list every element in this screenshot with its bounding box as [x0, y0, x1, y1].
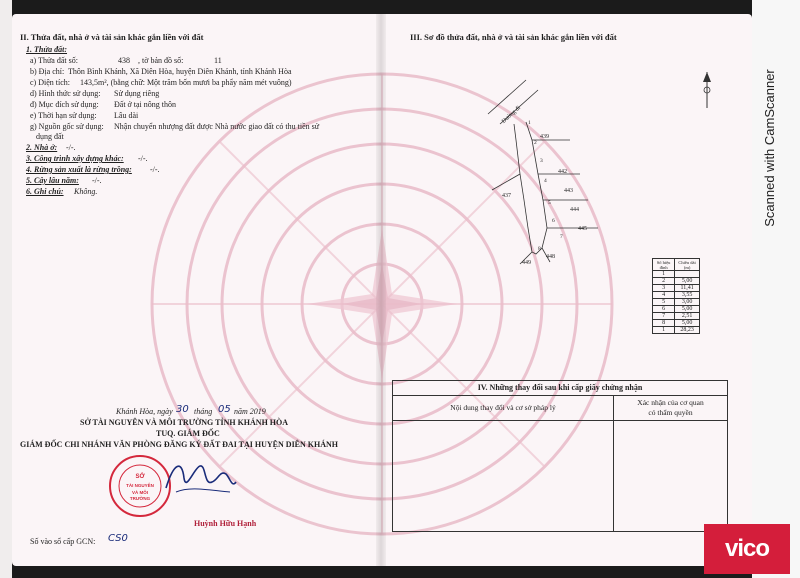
- term-value: Lâu dài: [114, 111, 139, 120]
- authority-line-1: SỞ TÀI NGUYÊN VÀ MÔI TRƯỜNG TỈNH KHÁNH HÒA: [80, 418, 289, 427]
- table-cell: 3: [653, 285, 675, 292]
- table-cell: 5,00: [675, 278, 700, 285]
- table-header-vertex: Số hiệu đỉnh: [653, 259, 675, 271]
- table-cell: 2: [653, 278, 675, 285]
- table-header-length: Chiều dài (m): [675, 259, 700, 271]
- authority-line-2: TUQ. GIÁM ĐỐC: [156, 429, 220, 438]
- gcn-value: CS0: [108, 533, 128, 544]
- changes-table: [392, 380, 728, 532]
- svg-text:SỞ: SỞ: [135, 474, 145, 480]
- term-label: e) Thời hạn sử dụng:: [30, 111, 97, 120]
- svg-text:TÀI NGUYÊN: TÀI NGUYÊN: [126, 483, 154, 488]
- address-value: Thôn Bình Khánh, Xã Diên Hòa, huyện Diên Khánh, tỉnh Khánh Hòa: [68, 67, 292, 76]
- changes-header-row: [393, 396, 727, 421]
- scan-left-margin: [0, 0, 12, 578]
- table-cell: 4: [653, 292, 675, 299]
- purpose-label: đ) Mục đích sử dụng:: [30, 100, 99, 109]
- purpose-value: Đất ở tại nông thôn: [114, 100, 176, 109]
- left-section-title: II. Thửa đất, nhà ở và tài sản khác gắn liền với đất: [20, 32, 204, 42]
- table-cell: 2,51: [675, 313, 700, 320]
- parcel-445: 445: [578, 226, 587, 232]
- address-label: b) Địa chỉ:: [30, 67, 65, 76]
- parcel-444: 444: [570, 207, 579, 213]
- note-value: Không.: [74, 187, 98, 196]
- origin-label: g) Nguồn gốc sử dụng:: [30, 122, 104, 131]
- perennial-label: 5. Cây lâu năm:: [26, 176, 79, 185]
- signature: [160, 452, 240, 502]
- parcel-label: a) Thửa đất số:: [30, 56, 78, 65]
- parcel-448: 448: [546, 254, 555, 260]
- changes-col-confirmation-line1: Xác nhận của cơ quan: [637, 398, 704, 407]
- house-value: -/-.: [66, 143, 76, 152]
- origin-value-line2: dụng đất: [36, 132, 64, 141]
- parcel-443: 443: [564, 188, 573, 194]
- corner-5: 5: [548, 200, 551, 206]
- corner-8: 8: [538, 246, 541, 252]
- changes-column-divider: [613, 419, 614, 531]
- map-label: , tờ bản đồ số:: [138, 56, 184, 65]
- page-fold: [376, 14, 386, 566]
- parcel-442: 442: [558, 169, 567, 175]
- table-cell: 5,00: [675, 320, 700, 327]
- forest-label: 4. Rừng sản xuất là rừng trồng:: [26, 165, 132, 174]
- table-cell: 7: [653, 313, 675, 320]
- north-arrow-icon: [700, 70, 714, 110]
- parcel-diagram: [480, 78, 610, 270]
- table-cell: 8: [653, 320, 675, 327]
- area-value: 143,5m², (bằng chữ: Một trăm bốn mươi ba phẩy năm mét vuông): [80, 78, 292, 87]
- usage-form-label: d) Hình thức sử dụng:: [30, 89, 101, 98]
- date-day: 30: [176, 404, 189, 415]
- length-table: [652, 258, 700, 334]
- usage-form-value: Sử dụng riêng: [114, 89, 160, 98]
- corner-3: 3: [540, 158, 543, 164]
- svg-text:VÀ MÔI: VÀ MÔI: [131, 490, 149, 495]
- authority-line-3: GIÁM ĐỐC CHI NHÁNH VĂN PHÒNG ĐĂNG KÝ ĐẤT ĐAI TẠI HUYỆN DIÊN KHÁNH: [20, 440, 339, 449]
- forest-value: -/-.: [150, 165, 160, 174]
- perennial-value: -/-.: [92, 176, 102, 185]
- date-year: năm 2019: [234, 407, 266, 416]
- construction-value: -/-.: [138, 154, 148, 163]
- table-cell: 1: [653, 327, 675, 334]
- signer-name: Huỳnh Hữu Hạnh: [194, 519, 257, 528]
- table-cell: 6: [653, 306, 675, 313]
- land-heading: 1. Thửa đất:: [26, 45, 68, 54]
- table-cell: 3,00: [675, 299, 700, 306]
- house-label: 2. Nhà ở:: [26, 143, 58, 152]
- table-cell: 28,23: [675, 327, 700, 334]
- date-month-label: tháng: [194, 407, 213, 416]
- table-cell: [675, 271, 700, 278]
- parcel-number: 438: [118, 56, 130, 65]
- parcel-439: 439: [540, 134, 549, 140]
- corner-6: 6: [552, 218, 555, 224]
- table-cell: 3,55: [675, 292, 700, 299]
- corner-4: 4: [544, 178, 547, 184]
- table-cell: 5,00: [675, 306, 700, 313]
- origin-value-line1: Nhận chuyển nhượng đất được Nhà nước giao đất có thu tiền sử: [114, 122, 320, 131]
- road-label: Đường đi: [500, 105, 522, 125]
- changes-col-content: Nội dung thay đổi và cơ sở pháp lý: [393, 396, 614, 420]
- svg-text:TRƯỜNG: TRƯỜNG: [129, 496, 151, 501]
- area-label: c) Diện tích:: [30, 78, 70, 87]
- camscanner-watermark: Scanned with CamScanner: [762, 69, 777, 227]
- date-month: 05: [218, 404, 231, 415]
- corner-2: 2: [534, 140, 537, 146]
- date-prefix: Khánh Hòa, ngày: [116, 407, 173, 416]
- changes-col-confirmation: [614, 396, 727, 420]
- table-cell: 5: [653, 299, 675, 306]
- note-label: 6. Ghi chú:: [26, 187, 64, 196]
- table-cell: 1: [653, 271, 675, 278]
- changes-title: IV. Những thay đổi sau khi cấp giấy chứng nhận: [393, 381, 727, 396]
- map-number: 11: [214, 56, 222, 65]
- parcel-437: 437: [502, 193, 511, 199]
- parcel-449: 449: [522, 260, 531, 266]
- construction-label: 3. Công trình xây dựng khác:: [26, 154, 124, 163]
- corner-1: 1: [528, 120, 531, 126]
- changes-col-confirmation-line2: có thẩm quyền: [648, 408, 693, 417]
- right-section-title: III. Sơ đồ thửa đất, nhà ở và tài sản khác gắn liền với đất: [410, 32, 617, 42]
- table-cell: 11,41: [675, 285, 700, 292]
- vico-logo: vico: [704, 524, 790, 574]
- gcn-label: Số vào sổ cấp GCN:: [30, 537, 96, 546]
- corner-7: 7: [560, 234, 563, 240]
